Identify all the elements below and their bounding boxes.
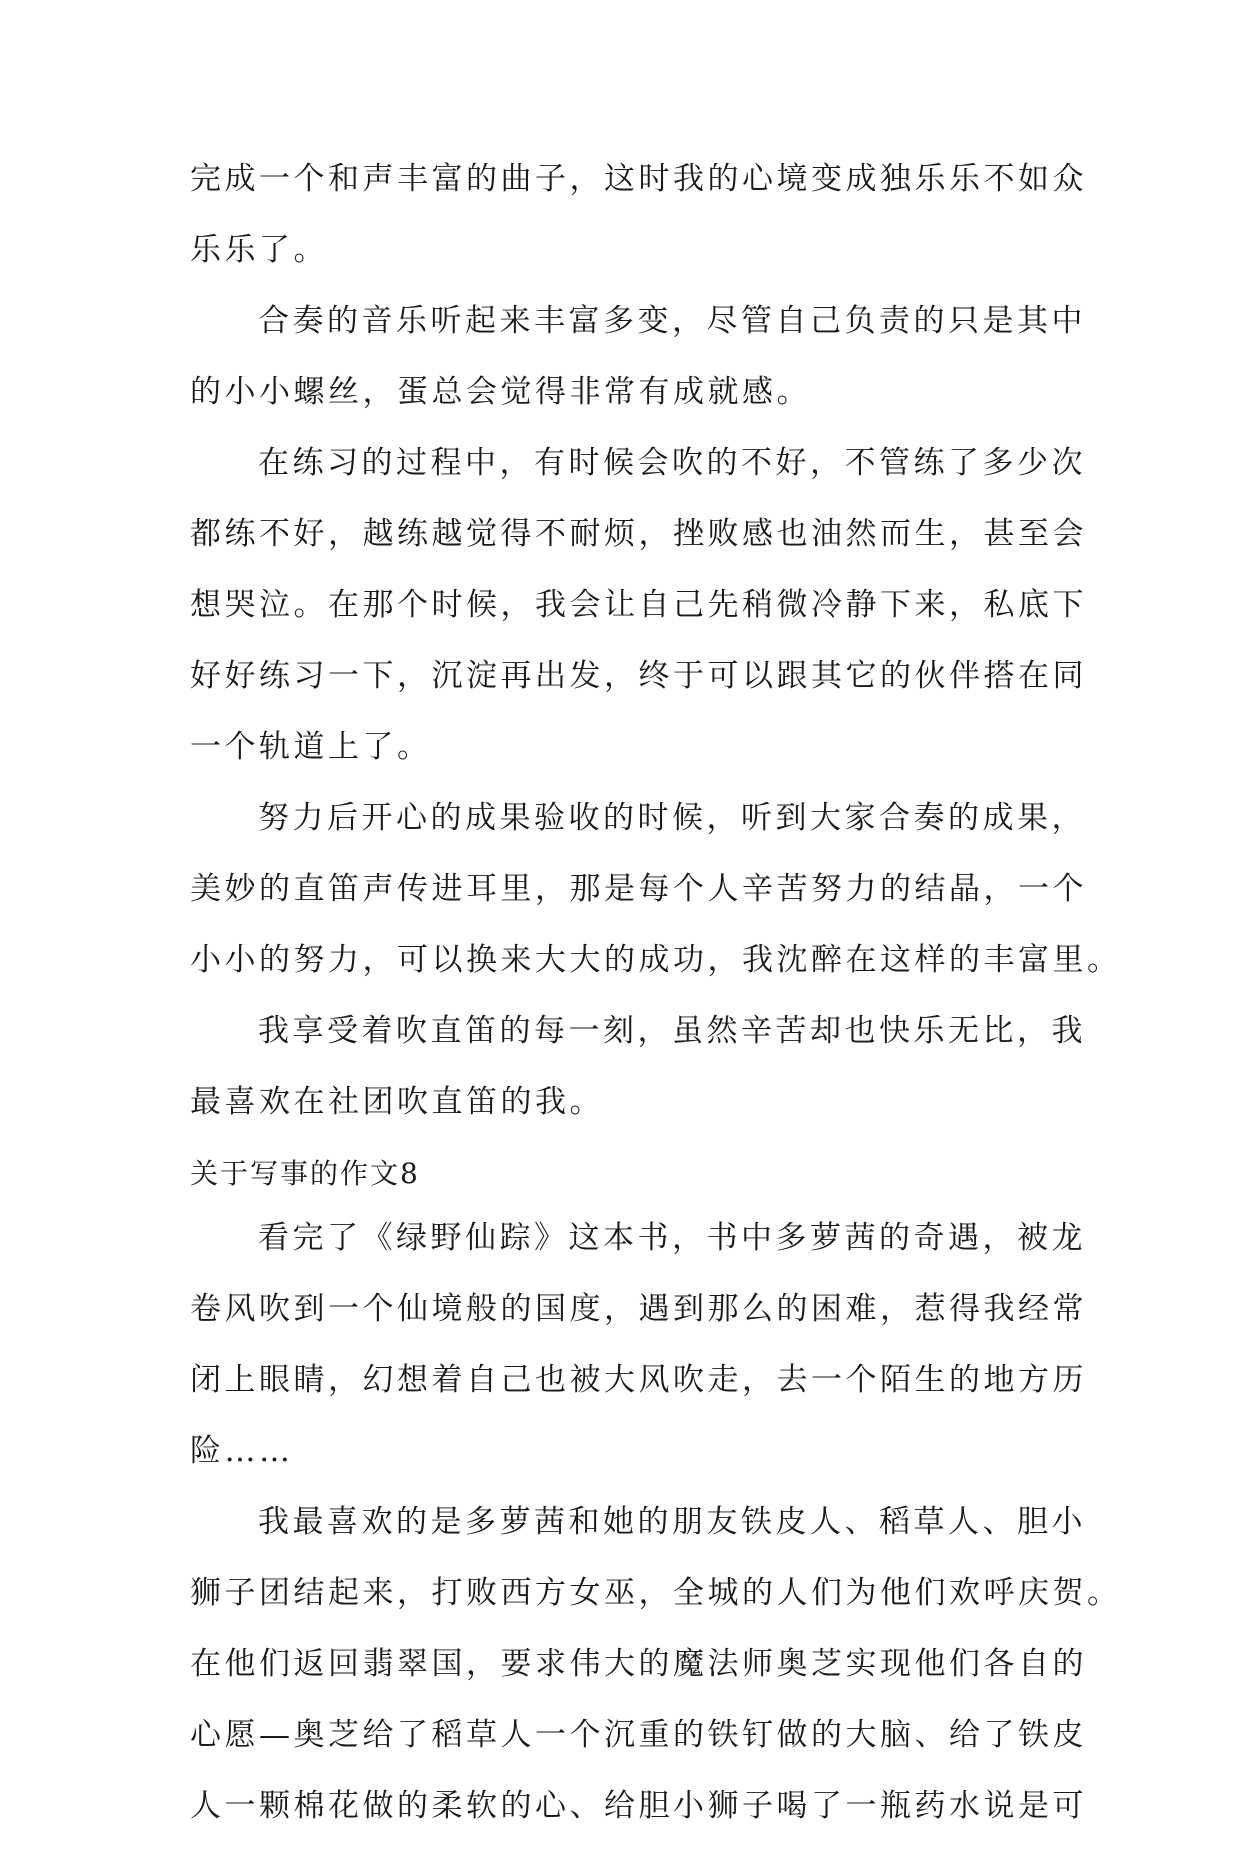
text-line: 努力后开心的成果验收的时候，听到大家合奏的成果， [258,800,1086,836]
text-line: 险…… [190,1433,294,1469]
text-line: 最喜欢在社团吹直笛的我。 [190,1084,604,1120]
text-line: 人一颗棉花做的柔软的心、给胆小狮子喝了一瓶药水说是可 [190,1788,1087,1824]
text-line: 美妙的直笛声传进耳里，那是每个人辛苦努力的结晶，一个 [190,871,1087,907]
text-line: 我享受着吹直笛的每一刻，虽然辛苦却也快乐无比，我 [258,1013,1086,1049]
text-line: 在练习的过程中，有时候会吹的不好，不管练了多少次 [258,445,1086,481]
text-line: 狮子团结起来，打败西方女巫，全城的人们为他们欢呼庆贺。 [190,1575,1122,1611]
text-line: 乐乐了。 [190,232,328,268]
text-line: 小小的努力，可以换来大大的成功，我沈醉在这样的丰富里。 [190,942,1122,978]
document-page [190,160,1122,1858]
text-line: 卷风吹到一个仙境般的国度，遇到那么的困难，惹得我经常 [190,1291,1087,1327]
text-line: 好好练习一下，沉淀再出发，终于可以跟其它的伙伴搭在同 [190,658,1087,694]
text-line: 完成一个和声丰富的曲子，这时我的心境变成独乐乐不如众 [190,161,1087,197]
text-line: 在他们返回翡翠国，要求伟大的魔法师奥芝实现他们各自的 [190,1646,1087,1682]
body-text [190,160,1122,1826]
text-line: 心愿—奥芝给了稻草人一个沉重的铁钉做的大脑、给了铁皮 [190,1717,1087,1753]
text-line: 我最喜欢的是多萝茜和她的朋友铁皮人、稻草人、胆小 [258,1504,1086,1540]
text-line: 都练不好，越练越觉得不耐烦，挫败感也油然而生，甚至会 [190,516,1087,552]
text-line: 看完了《绿野仙踪》这本书，书中多萝茜的奇遇，被龙 [258,1220,1086,1256]
text-line: 闭上眼睛，幻想着自己也被大风吹走，去一个陌生的地方历 [190,1362,1087,1398]
text-line: 的小小螺丝，蛋总会觉得非常有成就感。 [190,374,811,410]
text-line: 合奏的音乐听起来丰富多变，尽管自己负责的只是其中 [258,303,1086,339]
text-line: 想哭泣。在那个时候，我会让自己先稍微冷静下来，私底下 [190,587,1087,623]
section-heading: 关于写事的作文8 [190,1157,420,1190]
text-line: 一个轨道上了。 [190,729,432,765]
